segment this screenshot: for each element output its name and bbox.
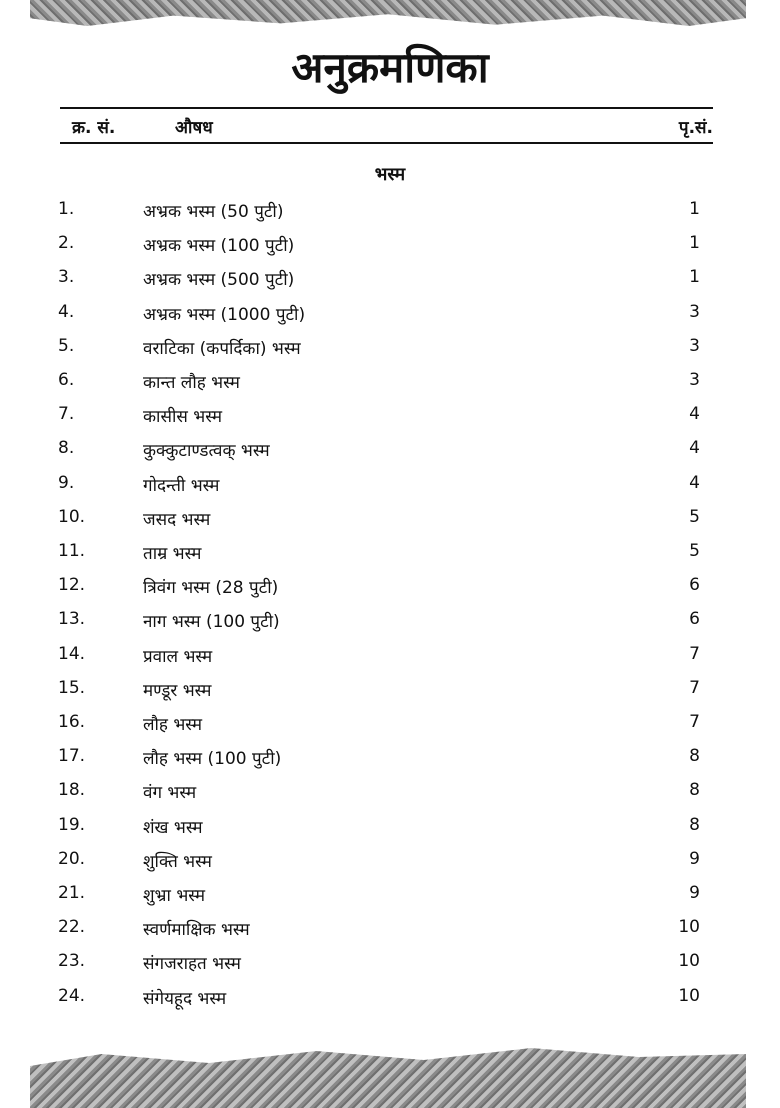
entry-name: अभ्रक भस्म (1000 पुटी) <box>143 304 306 325</box>
entry-page: 7 <box>689 643 700 664</box>
entry-number: 13. <box>58 609 86 630</box>
entry-name: शुभ्रा भस्म <box>143 886 206 906</box>
header-serial: क्र. सं. <box>72 118 116 138</box>
index-entry <box>0 507 780 537</box>
entry-page: 10 <box>678 985 700 1006</box>
entry-number: 14. <box>58 643 86 664</box>
entry-page: 10 <box>678 951 700 972</box>
entry-number: 20. <box>58 848 86 869</box>
entry-number: 1. <box>58 199 75 219</box>
entry-page: 1 <box>689 267 700 288</box>
entry-number: 9. <box>58 472 75 493</box>
entry-number: 5. <box>58 335 75 356</box>
index-entry <box>0 712 780 742</box>
header-medicine: औषध <box>175 118 213 138</box>
entry-name: लौह भस्म (100 पुटी) <box>143 749 282 770</box>
entry-number: 8. <box>58 438 75 459</box>
entry-name: संगेयहूद भस्म <box>143 988 227 1009</box>
entry-page: 6 <box>689 575 700 596</box>
index-entry <box>0 438 780 468</box>
entry-number: 23. <box>58 951 86 972</box>
index-entry <box>0 609 780 639</box>
decorative-border-bottom <box>30 1048 746 1108</box>
entry-number: 4. <box>58 301 75 322</box>
entry-name: प्रवाल भस्म <box>143 646 213 667</box>
index-entry <box>0 575 780 605</box>
entry-page: 4 <box>689 404 700 425</box>
entry-page: 8 <box>689 780 700 801</box>
entry-number: 24. <box>58 985 86 1006</box>
index-entry <box>0 849 780 879</box>
entry-name: संगजराहत भस्म <box>143 954 241 975</box>
entry-page: 1 <box>689 233 700 254</box>
entry-page: 10 <box>678 917 700 938</box>
index-entry <box>0 644 780 674</box>
entry-number: 19. <box>58 814 86 835</box>
entry-number: 17. <box>58 746 86 767</box>
entry-number: 22. <box>58 917 86 938</box>
entry-name: शुक्ति भस्म <box>143 851 212 872</box>
entry-name: शंख भस्म <box>143 817 203 838</box>
entry-page: 3 <box>689 301 700 322</box>
entry-name: अभ्रक भस्म (100 पुटी) <box>143 236 295 257</box>
entry-number: 15. <box>58 677 86 698</box>
header-rule-bottom <box>60 142 713 144</box>
entry-name: गोदन्ती भस्म <box>143 475 220 496</box>
entry-page: 3 <box>689 335 700 356</box>
index-entry <box>0 780 780 810</box>
entry-page: 3 <box>689 370 700 390</box>
entry-number: 6. <box>58 370 75 390</box>
index-entry <box>0 267 780 297</box>
entry-number: 11. <box>58 541 86 561</box>
entry-number: 21. <box>58 883 86 903</box>
decorative-border-top <box>30 0 746 26</box>
entry-number: 18. <box>58 780 86 801</box>
entry-page: 4 <box>689 472 700 493</box>
header-rule-top <box>60 107 713 109</box>
entry-page: 9 <box>689 848 700 869</box>
entry-page: 8 <box>689 814 700 835</box>
entry-page: 7 <box>689 677 700 698</box>
index-entry <box>0 233 780 263</box>
entry-page: 7 <box>689 712 700 732</box>
page-title: अनुक्रमणिका <box>291 43 489 92</box>
entry-name: लौह भस्म <box>143 715 203 735</box>
entry-name: वराटिका (कपर्दिका) भस्म <box>143 338 301 359</box>
index-entry <box>0 883 780 913</box>
index-entry <box>0 746 780 776</box>
entry-name: अभ्रक भस्म (500 पुटी) <box>143 270 295 291</box>
entry-page: 5 <box>689 506 700 527</box>
entry-name: स्वर्णमाक्षिक भस्म <box>143 920 250 941</box>
entry-page: 4 <box>689 438 700 459</box>
entry-page: 5 <box>689 541 700 561</box>
index-entry <box>0 404 780 434</box>
index-entry <box>0 815 780 845</box>
entry-number: 10. <box>58 506 86 527</box>
entry-name: अभ्रक भस्म (50 पुटी) <box>143 202 284 222</box>
index-entry <box>0 302 780 332</box>
entry-name: नाग भस्म (100 पुटी) <box>143 612 280 633</box>
entry-name: वंग भस्म <box>143 783 197 804</box>
section-heading: भस्म <box>374 164 406 185</box>
entry-page: 9 <box>689 883 700 903</box>
header-page: पृ.सं. <box>678 118 713 138</box>
index-entry <box>0 370 780 400</box>
entry-name: जसद भस्म <box>143 509 211 530</box>
index-entry <box>0 199 780 229</box>
index-entry <box>0 678 780 708</box>
entry-page: 1 <box>689 199 700 219</box>
entry-name: कुक्कुटाण्डत्वक् भस्म <box>143 441 270 462</box>
entry-page: 8 <box>689 746 700 767</box>
entry-name: ताम्र भस्म <box>143 544 202 564</box>
entry-name: त्रिवंग भस्म (28 पुटी) <box>143 578 279 599</box>
index-entry <box>0 541 780 571</box>
entry-number: 16. <box>58 712 86 732</box>
entry-number: 3. <box>58 267 75 288</box>
entry-number: 7. <box>58 404 75 425</box>
entry-name: कासीस भस्म <box>143 407 222 428</box>
entry-name: कान्त लौह भस्म <box>143 373 240 393</box>
entry-number: 2. <box>58 233 75 254</box>
index-entry <box>0 951 780 981</box>
index-entry <box>0 986 780 1016</box>
entry-name: मण्डूर भस्म <box>143 680 212 701</box>
index-entry <box>0 336 780 366</box>
index-entry <box>0 917 780 947</box>
entry-page: 6 <box>689 609 700 630</box>
entry-number: 12. <box>58 575 86 596</box>
index-entry <box>0 473 780 503</box>
